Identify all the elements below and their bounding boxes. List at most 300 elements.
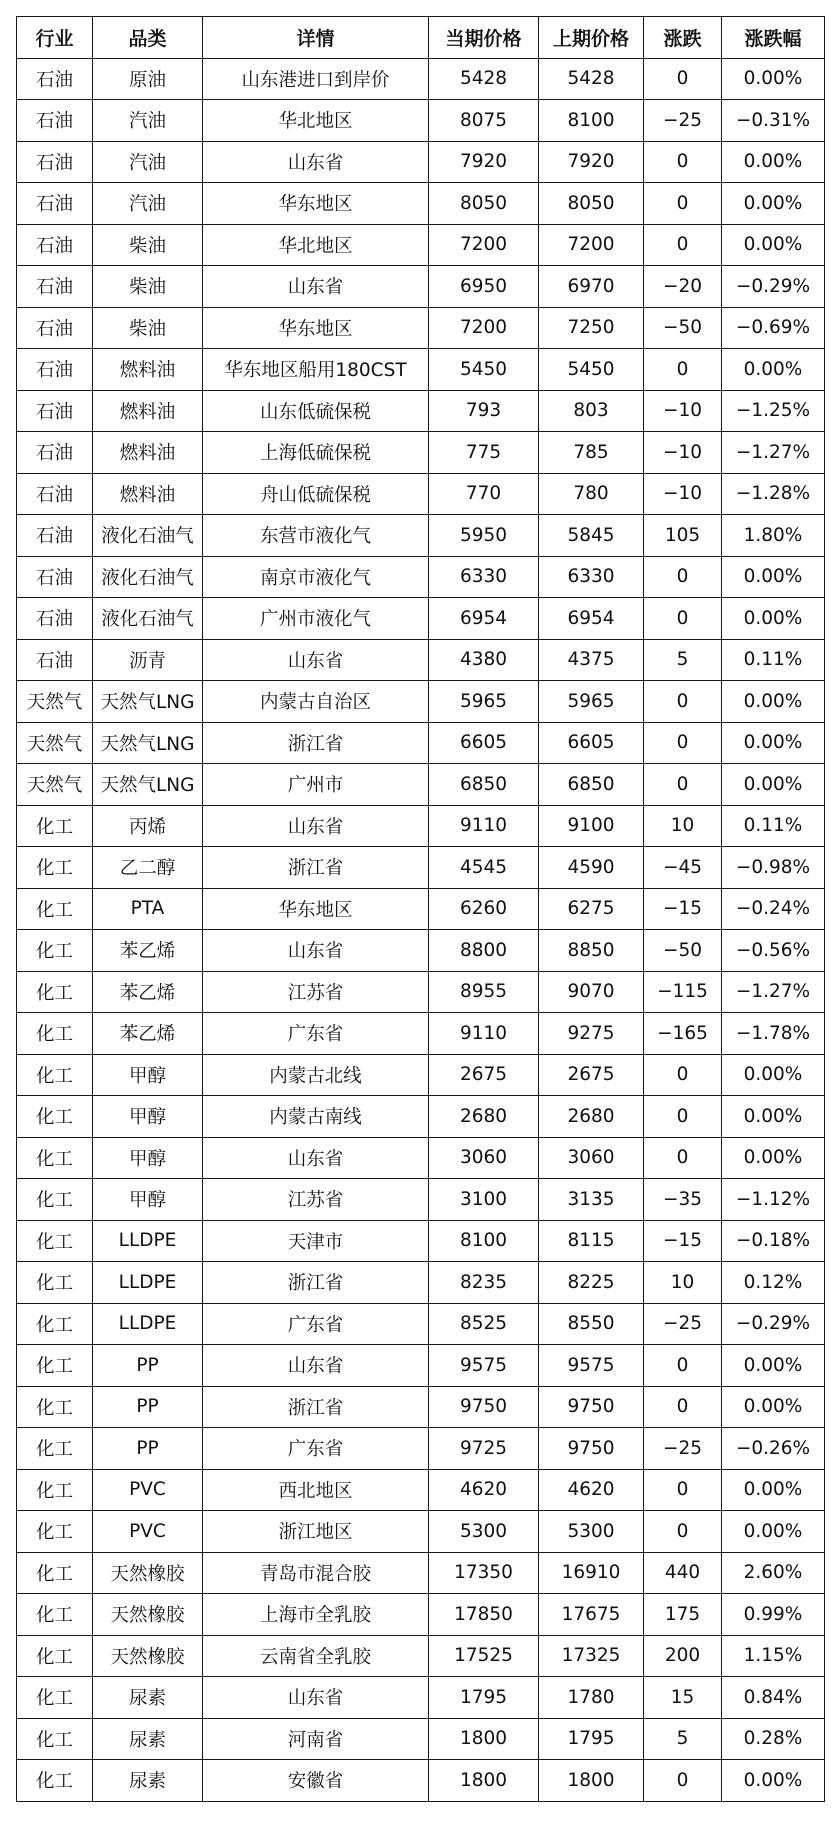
industry-cell: 化工	[17, 847, 93, 889]
current-price-cell: 6950	[429, 266, 539, 308]
change-cell: 0	[644, 1511, 722, 1553]
category-cell: PP	[93, 1428, 203, 1470]
category-cell: 甲醇	[93, 1096, 203, 1138]
category-cell: 液化石油气	[93, 556, 203, 598]
current-price-cell: 6954	[429, 598, 539, 640]
change-percent-cell: 0.00%	[722, 556, 825, 598]
change-cell: 175	[644, 1594, 722, 1636]
industry-cell: 石油	[17, 307, 93, 349]
current-price-cell: 2680	[429, 1096, 539, 1138]
category-cell: 柴油	[93, 307, 203, 349]
change-cell: 0	[644, 1096, 722, 1138]
category-cell: 苯乙烯	[93, 1013, 203, 1055]
details-cell: 江苏省	[203, 971, 429, 1013]
change-cell: 0	[644, 58, 722, 100]
details-cell: 浙江省	[203, 1262, 429, 1304]
industry-cell: 天然气	[17, 681, 93, 723]
table-row	[17, 598, 825, 640]
previous-price-cell: 1795	[539, 1718, 644, 1760]
industry-cell: 化工	[17, 1718, 93, 1760]
current-price-cell: 9110	[429, 805, 539, 847]
change-percent-cell: −0.18%	[722, 1220, 825, 1262]
previous-price-cell: 2675	[539, 1054, 644, 1096]
details-cell: 云南省全乳胶	[203, 1635, 429, 1677]
category-cell: 汽油	[93, 100, 203, 142]
previous-price-cell: 6605	[539, 722, 644, 764]
category-cell: 燃料油	[93, 349, 203, 391]
table-row	[17, 1220, 825, 1262]
current-price-cell: 9725	[429, 1428, 539, 1470]
category-cell: 液化石油气	[93, 515, 203, 557]
category-cell: 天然气LNG	[93, 681, 203, 723]
current-price-cell: 2675	[429, 1054, 539, 1096]
change-cell: 0	[644, 1137, 722, 1179]
details-cell: 南京市液化气	[203, 556, 429, 598]
change-percent-cell: −1.12%	[722, 1179, 825, 1221]
previous-price-cell: 9750	[539, 1386, 644, 1428]
change-cell: −50	[644, 930, 722, 972]
change-cell: −15	[644, 888, 722, 930]
category-cell: PTA	[93, 888, 203, 930]
change-percent-cell: 0.00%	[722, 764, 825, 806]
change-cell: 0	[644, 556, 722, 598]
table-row	[17, 515, 825, 557]
industry-cell: 石油	[17, 141, 93, 183]
change-percent-cell: 0.00%	[722, 1096, 825, 1138]
category-cell: 燃料油	[93, 473, 203, 515]
previous-price-cell: 3060	[539, 1137, 644, 1179]
details-cell: 河南省	[203, 1718, 429, 1760]
details-cell: 山东低硫保税	[203, 390, 429, 432]
details-cell: 山东省	[203, 805, 429, 847]
previous-price-cell: 9100	[539, 805, 644, 847]
table-body	[17, 58, 825, 1801]
category-cell: 甲醇	[93, 1179, 203, 1221]
current-price-cell: 1800	[429, 1760, 539, 1802]
previous-price-cell: 1800	[539, 1760, 644, 1802]
change-cell: −25	[644, 100, 722, 142]
category-cell: 苯乙烯	[93, 971, 203, 1013]
change-percent-cell: 0.00%	[722, 1511, 825, 1553]
details-cell: 山东省	[203, 1137, 429, 1179]
change-cell: 0	[644, 224, 722, 266]
change-percent-cell: 0.00%	[722, 1469, 825, 1511]
table-row	[17, 805, 825, 847]
previous-price-cell: 9275	[539, 1013, 644, 1055]
change-percent-cell: 0.00%	[722, 58, 825, 100]
current-price-cell: 9110	[429, 1013, 539, 1055]
change-percent-cell: 0.00%	[722, 1054, 825, 1096]
previous-price-cell: 7200	[539, 224, 644, 266]
category-cell: 原油	[93, 58, 203, 100]
table-row	[17, 1345, 825, 1387]
previous-price-cell: 17675	[539, 1594, 644, 1636]
details-cell: 天津市	[203, 1220, 429, 1262]
details-cell: 华东地区船用180CST	[203, 349, 429, 391]
change-cell: −115	[644, 971, 722, 1013]
table-row	[17, 141, 825, 183]
details-cell: 浙江地区	[203, 1511, 429, 1553]
industry-cell: 石油	[17, 58, 93, 100]
industry-cell: 化工	[17, 1096, 93, 1138]
table-row	[17, 1511, 825, 1553]
change-cell: 0	[644, 722, 722, 764]
table-row	[17, 847, 825, 889]
details-cell: 内蒙古自治区	[203, 681, 429, 723]
details-cell: 山东省	[203, 141, 429, 183]
details-cell: 内蒙古北线	[203, 1054, 429, 1096]
table-row	[17, 1428, 825, 1470]
previous-price-cell: 5450	[539, 349, 644, 391]
previous-price-cell: 3135	[539, 1179, 644, 1221]
current-price-cell: 9575	[429, 1345, 539, 1387]
table-row	[17, 1137, 825, 1179]
industry-cell: 石油	[17, 515, 93, 557]
industry-cell: 化工	[17, 1054, 93, 1096]
category-cell: 液化石油气	[93, 598, 203, 640]
industry-cell: 化工	[17, 1677, 93, 1719]
previous-price-cell: 780	[539, 473, 644, 515]
industry-cell: 化工	[17, 1635, 93, 1677]
industry-cell: 化工	[17, 1386, 93, 1428]
current-price-cell: 8525	[429, 1303, 539, 1345]
previous-price-cell: 8100	[539, 100, 644, 142]
industry-cell: 化工	[17, 1428, 93, 1470]
details-cell: 华东地区	[203, 888, 429, 930]
details-cell: 浙江省	[203, 722, 429, 764]
current-price-cell: 4620	[429, 1469, 539, 1511]
change-percent-cell: 0.12%	[722, 1262, 825, 1304]
current-price-cell: 8050	[429, 183, 539, 225]
previous-price-cell: 4620	[539, 1469, 644, 1511]
previous-price-cell: 5428	[539, 58, 644, 100]
table-row	[17, 722, 825, 764]
previous-price-cell: 7250	[539, 307, 644, 349]
current-price-cell: 3060	[429, 1137, 539, 1179]
change-percent-cell: −0.29%	[722, 266, 825, 308]
current-price-cell: 5965	[429, 681, 539, 723]
details-cell: 西北地区	[203, 1469, 429, 1511]
industry-cell: 化工	[17, 971, 93, 1013]
header-details: 详情	[203, 17, 429, 59]
industry-cell: 化工	[17, 1594, 93, 1636]
change-percent-cell: −0.29%	[722, 1303, 825, 1345]
current-price-cell: 17850	[429, 1594, 539, 1636]
change-percent-cell: 0.00%	[722, 598, 825, 640]
category-cell: 柴油	[93, 224, 203, 266]
change-cell: 10	[644, 1262, 722, 1304]
details-cell: 山东省	[203, 1677, 429, 1719]
details-cell: 上海低硫保税	[203, 432, 429, 474]
current-price-cell: 8235	[429, 1262, 539, 1304]
industry-cell: 石油	[17, 224, 93, 266]
change-cell: −50	[644, 307, 722, 349]
industry-cell: 化工	[17, 1760, 93, 1802]
current-price-cell: 1800	[429, 1718, 539, 1760]
change-percent-cell: 0.00%	[722, 722, 825, 764]
details-cell: 广东省	[203, 1303, 429, 1345]
details-cell: 广州市液化气	[203, 598, 429, 640]
industry-cell: 化工	[17, 805, 93, 847]
industry-cell: 天然气	[17, 764, 93, 806]
category-cell: 尿素	[93, 1677, 203, 1719]
change-cell: 0	[644, 183, 722, 225]
table-row	[17, 888, 825, 930]
previous-price-cell: 8550	[539, 1303, 644, 1345]
category-cell: 燃料油	[93, 390, 203, 432]
category-cell: 天然气LNG	[93, 764, 203, 806]
change-percent-cell: 0.11%	[722, 639, 825, 681]
previous-price-cell: 8850	[539, 930, 644, 972]
change-cell: 0	[644, 1054, 722, 1096]
table-row	[17, 390, 825, 432]
current-price-cell: 8955	[429, 971, 539, 1013]
category-cell: PP	[93, 1386, 203, 1428]
table-row	[17, 1718, 825, 1760]
details-cell: 内蒙古南线	[203, 1096, 429, 1138]
table-row	[17, 971, 825, 1013]
industry-cell: 石油	[17, 390, 93, 432]
category-cell: 燃料油	[93, 432, 203, 474]
previous-price-cell: 803	[539, 390, 644, 432]
category-cell: 甲醇	[93, 1137, 203, 1179]
current-price-cell: 6330	[429, 556, 539, 598]
category-cell: 天然橡胶	[93, 1594, 203, 1636]
change-percent-cell: −0.31%	[722, 100, 825, 142]
industry-cell: 石油	[17, 349, 93, 391]
industry-cell: 化工	[17, 1220, 93, 1262]
table-row	[17, 639, 825, 681]
table-row	[17, 1179, 825, 1221]
change-cell: 0	[644, 349, 722, 391]
previous-price-cell: 6970	[539, 266, 644, 308]
change-percent-cell: 1.80%	[722, 515, 825, 557]
industry-cell: 石油	[17, 100, 93, 142]
change-percent-cell: 0.84%	[722, 1677, 825, 1719]
change-cell: −20	[644, 266, 722, 308]
details-cell: 广东省	[203, 1428, 429, 1470]
change-cell: 0	[644, 141, 722, 183]
table-row	[17, 1677, 825, 1719]
change-percent-cell: 0.00%	[722, 681, 825, 723]
current-price-cell: 7920	[429, 141, 539, 183]
change-cell: 440	[644, 1552, 722, 1594]
table-row	[17, 432, 825, 474]
industry-cell: 化工	[17, 1511, 93, 1553]
change-percent-cell: −0.69%	[722, 307, 825, 349]
table-row	[17, 1469, 825, 1511]
previous-price-cell: 5300	[539, 1511, 644, 1553]
details-cell: 山东港进口到岸价	[203, 58, 429, 100]
category-cell: PVC	[93, 1511, 203, 1553]
current-price-cell: 4545	[429, 847, 539, 889]
industry-cell: 化工	[17, 1013, 93, 1055]
industry-cell: 化工	[17, 1552, 93, 1594]
industry-cell: 石油	[17, 266, 93, 308]
change-cell: −10	[644, 473, 722, 515]
details-cell: 广州市	[203, 764, 429, 806]
industry-cell: 石油	[17, 473, 93, 515]
category-cell: 乙二醇	[93, 847, 203, 889]
header-industry: 行业	[17, 17, 93, 59]
change-cell: −25	[644, 1428, 722, 1470]
previous-price-cell: 9070	[539, 971, 644, 1013]
change-percent-cell: 0.00%	[722, 141, 825, 183]
current-price-cell: 8100	[429, 1220, 539, 1262]
details-cell: 华北地区	[203, 224, 429, 266]
details-cell: 山东省	[203, 930, 429, 972]
current-price-cell: 8075	[429, 100, 539, 142]
current-price-cell: 5300	[429, 1511, 539, 1553]
details-cell: 青岛市混合胶	[203, 1552, 429, 1594]
previous-price-cell: 8225	[539, 1262, 644, 1304]
change-percent-cell: 0.00%	[722, 1137, 825, 1179]
previous-price-cell: 8115	[539, 1220, 644, 1262]
current-price-cell: 7200	[429, 224, 539, 266]
category-cell: 柴油	[93, 266, 203, 308]
change-cell: 0	[644, 1386, 722, 1428]
previous-price-cell: 785	[539, 432, 644, 474]
category-cell: 尿素	[93, 1718, 203, 1760]
change-percent-cell: 0.99%	[722, 1594, 825, 1636]
industry-cell: 化工	[17, 930, 93, 972]
current-price-cell: 775	[429, 432, 539, 474]
previous-price-cell: 4590	[539, 847, 644, 889]
industry-cell: 化工	[17, 1345, 93, 1387]
table-row	[17, 556, 825, 598]
table-row	[17, 1386, 825, 1428]
change-percent-cell: −1.27%	[722, 971, 825, 1013]
category-cell: 天然气LNG	[93, 722, 203, 764]
change-percent-cell: 1.15%	[722, 1635, 825, 1677]
industry-cell: 化工	[17, 1179, 93, 1221]
table-row	[17, 1552, 825, 1594]
current-price-cell: 5450	[429, 349, 539, 391]
change-cell: −10	[644, 432, 722, 474]
current-price-cell: 17525	[429, 1635, 539, 1677]
category-cell: 苯乙烯	[93, 930, 203, 972]
details-cell: 山东省	[203, 266, 429, 308]
current-price-cell: 6850	[429, 764, 539, 806]
table-row	[17, 681, 825, 723]
category-cell: 沥青	[93, 639, 203, 681]
industry-cell: 化工	[17, 888, 93, 930]
change-percent-cell: −1.78%	[722, 1013, 825, 1055]
table-row	[17, 100, 825, 142]
table-row	[17, 930, 825, 972]
previous-price-cell: 9575	[539, 1345, 644, 1387]
table-row	[17, 266, 825, 308]
category-cell: PVC	[93, 1469, 203, 1511]
table-row	[17, 349, 825, 391]
details-cell: 山东省	[203, 639, 429, 681]
details-cell: 浙江省	[203, 1386, 429, 1428]
change-percent-cell: −0.56%	[722, 930, 825, 972]
previous-price-cell: 6330	[539, 556, 644, 598]
change-cell: −10	[644, 390, 722, 432]
change-percent-cell: −0.26%	[722, 1428, 825, 1470]
table-row	[17, 473, 825, 515]
header-current-price: 当期价格	[429, 17, 539, 59]
previous-price-cell: 16910	[539, 1552, 644, 1594]
previous-price-cell: 6275	[539, 888, 644, 930]
previous-price-cell: 8050	[539, 183, 644, 225]
change-cell: −165	[644, 1013, 722, 1055]
change-percent-cell: 0.00%	[722, 224, 825, 266]
change-percent-cell: −1.25%	[722, 390, 825, 432]
category-cell: 汽油	[93, 141, 203, 183]
header-change-percent: 涨跌幅	[722, 17, 825, 59]
change-percent-cell: 0.28%	[722, 1718, 825, 1760]
category-cell: LLDPE	[93, 1220, 203, 1262]
current-price-cell: 5950	[429, 515, 539, 557]
previous-price-cell: 5845	[539, 515, 644, 557]
table-row	[17, 224, 825, 266]
price-table	[16, 16, 825, 1802]
change-cell: −45	[644, 847, 722, 889]
change-cell: 0	[644, 764, 722, 806]
change-cell: 0	[644, 681, 722, 723]
change-cell: 5	[644, 1718, 722, 1760]
industry-cell: 石油	[17, 556, 93, 598]
industry-cell: 化工	[17, 1469, 93, 1511]
details-cell: 华东地区	[203, 183, 429, 225]
table-row	[17, 1303, 825, 1345]
header-change: 涨跌	[644, 17, 722, 59]
table-row	[17, 1013, 825, 1055]
current-price-cell: 6260	[429, 888, 539, 930]
previous-price-cell: 17325	[539, 1635, 644, 1677]
current-price-cell: 8800	[429, 930, 539, 972]
current-price-cell: 4380	[429, 639, 539, 681]
current-price-cell: 770	[429, 473, 539, 515]
change-percent-cell: 2.60%	[722, 1552, 825, 1594]
current-price-cell: 6605	[429, 722, 539, 764]
table-row	[17, 1760, 825, 1802]
change-percent-cell: −0.98%	[722, 847, 825, 889]
details-cell: 华东地区	[203, 307, 429, 349]
change-cell: 15	[644, 1677, 722, 1719]
change-percent-cell: 0.00%	[722, 1345, 825, 1387]
change-percent-cell: 0.00%	[722, 1386, 825, 1428]
change-percent-cell: 0.11%	[722, 805, 825, 847]
current-price-cell: 3100	[429, 1179, 539, 1221]
category-cell: LLDPE	[93, 1262, 203, 1304]
change-percent-cell: −1.28%	[722, 473, 825, 515]
change-cell: 105	[644, 515, 722, 557]
header-row	[17, 17, 825, 59]
change-cell: 5	[644, 639, 722, 681]
industry-cell: 化工	[17, 1137, 93, 1179]
table-row	[17, 183, 825, 225]
change-cell: −15	[644, 1220, 722, 1262]
industry-cell: 石油	[17, 432, 93, 474]
previous-price-cell: 1780	[539, 1677, 644, 1719]
details-cell: 浙江省	[203, 847, 429, 889]
previous-price-cell: 7920	[539, 141, 644, 183]
change-cell: −35	[644, 1179, 722, 1221]
details-cell: 江苏省	[203, 1179, 429, 1221]
industry-cell: 天然气	[17, 722, 93, 764]
header-category: 品类	[93, 17, 203, 59]
category-cell: LLDPE	[93, 1303, 203, 1345]
table-row	[17, 307, 825, 349]
change-cell: 0	[644, 598, 722, 640]
change-cell: 0	[644, 1469, 722, 1511]
details-cell: 山东省	[203, 1345, 429, 1387]
table-row	[17, 1096, 825, 1138]
details-cell: 广东省	[203, 1013, 429, 1055]
